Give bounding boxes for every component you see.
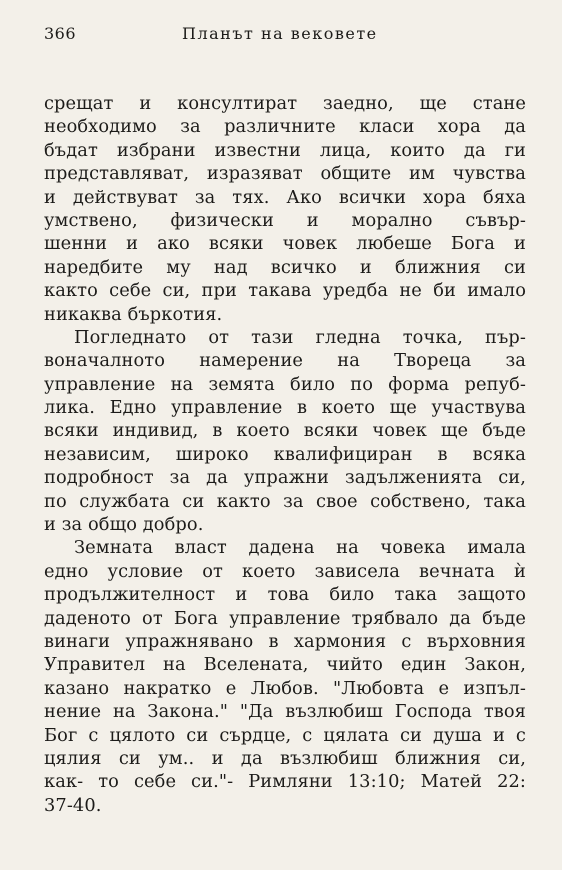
text-line: представляват, изразяват общите им чувства xyxy=(44,163,526,185)
text-line: Земната власт дадена на човека имала xyxy=(74,537,526,559)
text-line: Управител на Вселената, чийто един Закон, xyxy=(44,654,526,676)
text-line: независим, широко квалифициран в всяка xyxy=(44,443,526,465)
text-line: воначалното намерение на Твореца за xyxy=(44,350,526,372)
text-line: умствено, физически и морално съвър- xyxy=(44,209,526,231)
text-line: подробност за да упражни задълженията си, xyxy=(44,467,526,489)
text-line: Бог с цялото си сърдце, с цялата си душа и с xyxy=(44,724,526,746)
text-line: казано накратко е Любов. "Любовта е изпъл- xyxy=(44,677,526,699)
text-line: как- то себе си."- Римляни 13:10; Матей 22: xyxy=(44,771,526,793)
text-line: шенни и ако всяки човек любеше Бога и xyxy=(44,233,526,255)
text-line: 37-40. xyxy=(44,794,102,816)
text-line: по службата си както за свое собствено, така xyxy=(44,490,526,512)
text-line: бъдат избрани известни лица, които да ги xyxy=(44,139,526,161)
running-header xyxy=(44,24,522,48)
paragraph-1 xyxy=(44,92,526,326)
body-text xyxy=(44,92,526,817)
text-line: нение на Закона." "Да възлюбиш Господа твоя xyxy=(44,701,526,723)
text-line: и за общо добро. xyxy=(44,514,204,536)
text-line: цялия си ум.. и да възлюбиш ближния си, xyxy=(44,747,526,769)
text-line: наредбите му над всичко и ближния си xyxy=(44,256,526,278)
text-line: продължителност и това било така защото xyxy=(44,584,526,606)
running-title: Планът на вековете xyxy=(182,24,378,43)
paragraph-2 xyxy=(44,326,526,537)
text-line: даденото от Бога управление трябвало да бъде xyxy=(44,607,526,629)
paragraph-3 xyxy=(44,536,526,817)
text-line: едно условие от което зависела вечната ѝ xyxy=(44,560,526,582)
text-line: Погледнато от тази гледна точка, пър- xyxy=(74,326,526,348)
text-line: както себе си, при такава уредба не би имало xyxy=(44,280,526,302)
text-line: всяки индивид, в което всяки човек ще бъде xyxy=(44,420,526,442)
text-line: срещат и консултират заедно, ще стане xyxy=(44,93,526,114)
text-line: необходимо за различните класи хора да xyxy=(44,116,526,138)
text-line: винаги упражнявано в хармония с върховния xyxy=(44,630,526,652)
text-line: управление на земята било по форма репуб- xyxy=(44,373,526,395)
text-line: и действуват за тях. Ако всички хора бяха xyxy=(44,186,526,208)
text-line: лика. Едно управление в което ще участвува xyxy=(44,397,526,419)
page-number: 366 xyxy=(44,24,77,43)
text-line: никаква бъркотия. xyxy=(44,303,223,325)
